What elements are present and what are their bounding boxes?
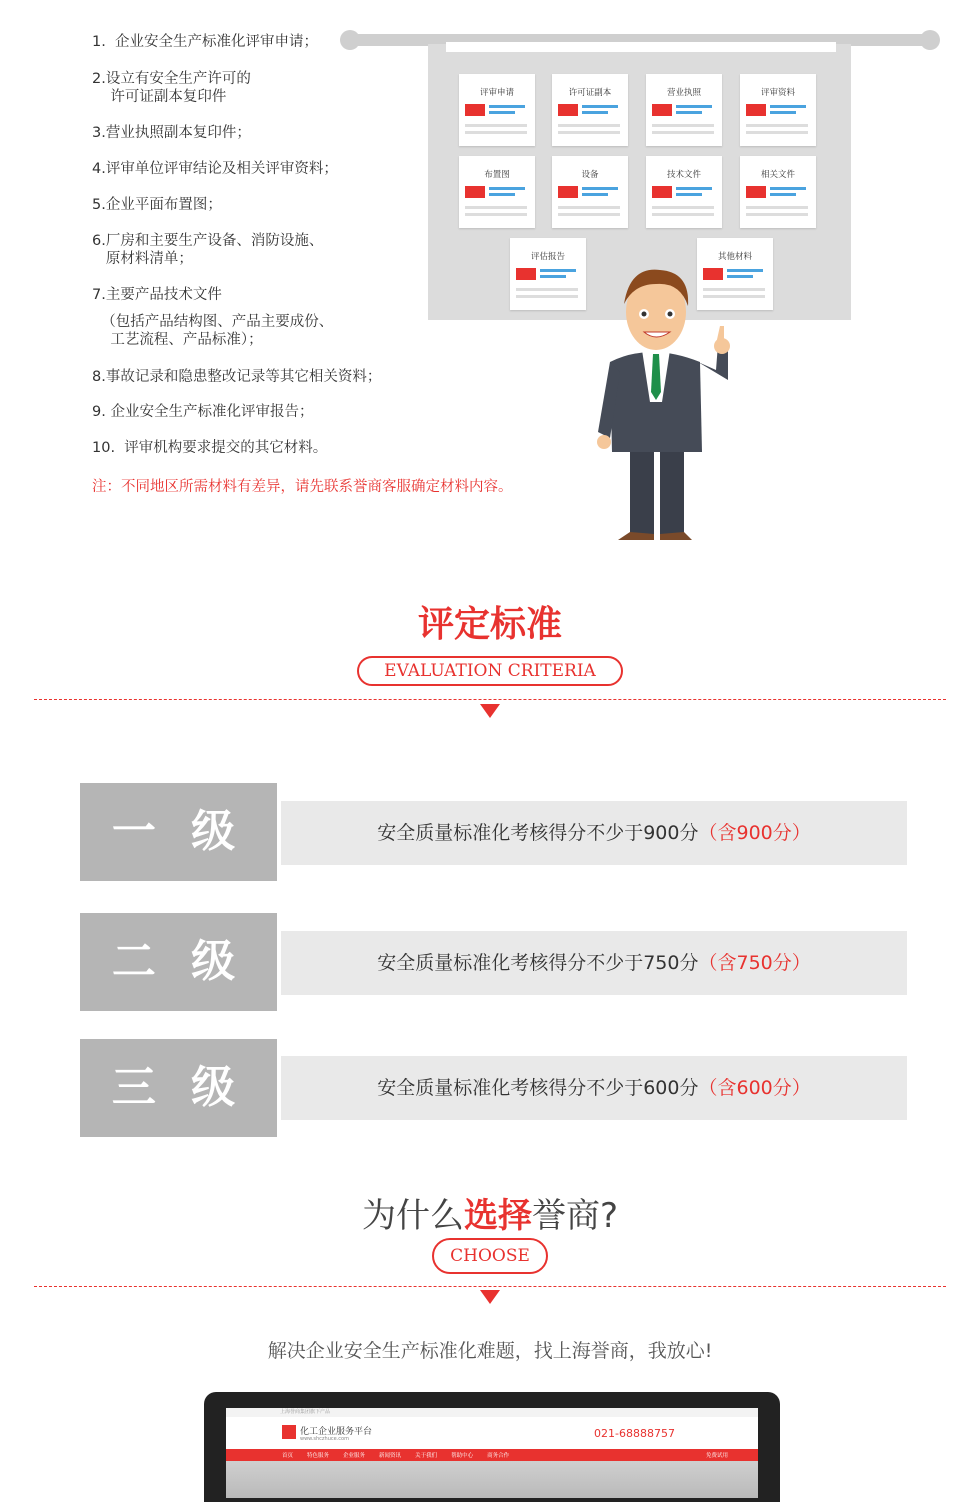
requirement-item: （包括产品结构图、产品主要成份、 工艺流程、产品标准）； [101,314,334,348]
board-card-line [652,213,714,216]
board-card-line [558,124,620,127]
requirement-item: 2.设立有安全生产许可的 许可证副本复印件 [92,71,251,105]
requirement-item: 10. 评审机构要求提交的其它材料。 [92,440,328,456]
level-2-paren: （含750分） [698,952,811,974]
divider-arrow-icon [480,704,500,718]
preview-logo-text: 化工企业服务平台 [300,1427,373,1437]
level-1-text: 安全质量标准化考核得分不少于900分 [377,822,699,844]
board-card-label: 相关文件 [760,170,795,180]
board-card-line [770,187,806,190]
board-card-line [582,193,608,196]
level-1-badge: 一 级 [80,783,277,881]
preview-nav-item[interactable]: 新闻资讯 [379,1453,402,1459]
board-card [552,74,628,146]
preview-nav-item[interactable]: 帮助中心 [451,1453,474,1459]
board-card-line [746,186,766,198]
preview-nav-item[interactable]: 商务合作 [487,1453,510,1459]
board-card-line [746,131,808,134]
board-card-line [582,105,618,108]
criteria-subtitle: EVALUATION CRITERIA [357,656,623,686]
board-card-line [516,288,578,291]
level-3-badge: 三 级 [80,1039,277,1137]
why-prefix: 为什么 [361,1196,464,1236]
materials-note: 注：不同地区所需材料有差异，请先联系誉商客服确定材料内容。 [92,479,513,495]
preview-nav-item[interactable]: 企业服务 [343,1453,366,1459]
board-card [552,156,628,228]
board-card-line [676,111,702,114]
why-suffix: 誉商? [531,1196,619,1236]
board-card-line [652,104,672,116]
board-card-line [676,193,702,196]
board-card [459,156,535,228]
board-card-line [516,295,578,298]
level-1-description [281,801,907,865]
board-top-strip [446,42,836,52]
board-card-label: 技术文件 [666,170,701,180]
board-card-line [465,206,527,209]
slogan: 解决企业安全生产标准化难题，找上海誉商，我放心! [267,1340,713,1362]
board-card-line [558,206,620,209]
section-divider [34,699,946,700]
businessman-illustration [590,262,740,547]
board-card-label: 许可证副本 [568,88,612,98]
preview-logo-icon [282,1425,296,1439]
board-card-line [465,131,527,134]
board-card-line [465,124,527,127]
level-2-badge: 二 级 [80,913,277,1011]
board-card-line [582,111,608,114]
board-card-line [540,269,576,272]
board-card-line [770,193,796,196]
board-card [510,238,586,310]
section-divider-2 [34,1286,946,1287]
board-card-line [489,187,525,190]
board-card-line [746,206,808,209]
board-card-line [558,213,620,216]
board-card-label: 设备 [581,170,599,180]
board-card-line [558,186,578,198]
board-card [740,156,816,228]
board-card-line [465,104,485,116]
level-3-description [281,1056,907,1120]
board-card-line [489,193,515,196]
criteria-title: 评定标准 [417,604,562,645]
preview-phone: 021-68888757 [594,1427,675,1440]
board-card-line [558,104,578,116]
board-card [646,156,722,228]
board-card-label: 评审资料 [760,88,795,98]
board-card-line [652,131,714,134]
preview-cta[interactable]: 免费试用 [705,1453,728,1459]
board-card-line [465,186,485,198]
board-card-line [652,206,714,209]
board-card-line [676,187,712,190]
website-preview [226,1408,758,1498]
board-card-line [676,105,712,108]
board-card-label: 其他材料 [717,252,752,262]
board-card-line [652,186,672,198]
preview-nav-item[interactable]: 关于我们 [415,1453,438,1459]
why-title [0,1188,980,1237]
level-3-text: 安全质量标准化考核得分不少于600分 [377,1077,699,1099]
board-card-label: 评估报告 [530,252,565,262]
preview-banner [226,1461,758,1498]
preview-nav-item[interactable]: 特色服务 [307,1453,330,1459]
level-1-paren: （含900分） [698,822,811,844]
board-card-line [770,111,796,114]
board-card-line [465,213,527,216]
why-emphasis: 选择 [463,1196,532,1236]
divider-arrow-icon-2 [480,1290,500,1304]
board-card-line [516,268,536,280]
board-card-line [540,275,566,278]
requirement-item: 7.主要产品技术文件 [92,287,222,303]
choose-subtitle: CHOOSE [432,1238,548,1274]
preview-url: www.shczhuce.com [300,1436,349,1442]
board-card-label: 营业执照 [666,88,701,98]
board-card-line [489,111,515,114]
board-card [646,74,722,146]
requirement-item: 9. 企业安全生产标准化评审报告； [92,404,314,420]
requirement-item: 8.事故记录和隐患整改记录等其它相关资料； [92,369,382,385]
board-card-line [582,187,618,190]
board-card [740,74,816,146]
preview-nav [226,1449,758,1461]
preview-nav-item[interactable]: 首页 [282,1453,294,1459]
requirement-item: 6.厂房和主要生产设备、消防设施、 原材料清单； [92,233,324,267]
level-3-paren: （含600分） [698,1077,811,1099]
requirement-item: 4.评审单位评审结论及相关评审资料； [92,161,338,177]
board-card-label: 评审申请 [479,88,514,98]
requirement-item: 1. 企业安全生产标准化评审申请； [92,34,319,50]
requirement-item: 3.营业执照副本复印件； [92,125,251,141]
board-card-line [770,105,806,108]
board-card-line [489,105,525,108]
board-card-label: 布置图 [484,170,510,180]
board-card-line [558,131,620,134]
preview-top-text: 上海誉商集团旗下产品 [226,1408,758,1417]
board-card-line [652,124,714,127]
board-card [459,74,535,146]
board-card-line [746,124,808,127]
level-2-description [281,931,907,995]
level-2-text: 安全质量标准化考核得分不少于750分 [377,952,699,974]
requirement-item: 5.企业平面布置图； [92,197,222,213]
board-card-line [746,104,766,116]
board-card-line [746,213,808,216]
